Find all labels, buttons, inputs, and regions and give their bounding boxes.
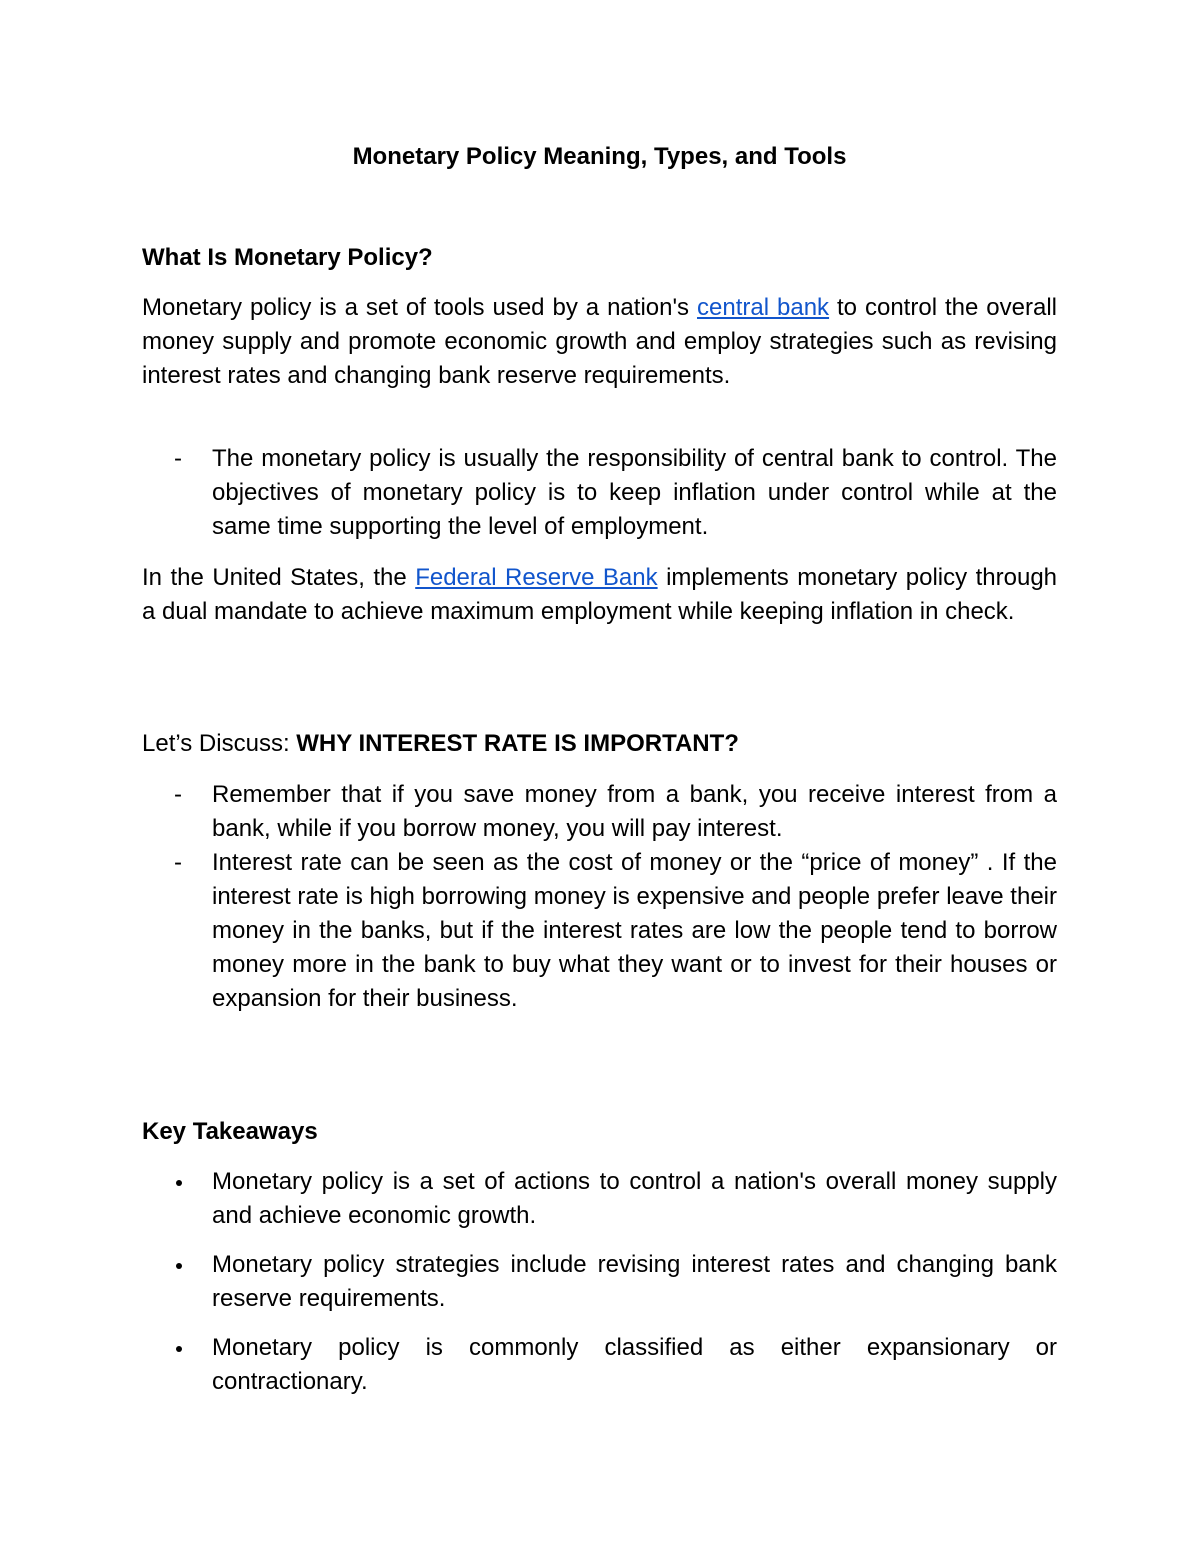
discuss-heading: WHY INTEREST RATE IS IMPORTANT? [296, 730, 739, 757]
dash-list-responsibility [142, 442, 1057, 544]
list-item-text: Monetary policy is a set of actions to control a nation's overall money supply and achieve economic growth. [212, 1168, 1057, 1229]
document-title: Monetary Policy Meaning, Types, and Tools [352, 143, 847, 170]
section-heading-lets-discuss [142, 727, 1057, 761]
list-item [142, 778, 1057, 846]
dash-list-interest-rate [142, 778, 1057, 1016]
list-item-text: Monetary policy is commonly classified as either expansionary or contractionary. [212, 1334, 1057, 1395]
list-item [142, 1165, 1057, 1233]
list-item-text: The monetary policy is usually the responsibility of central bank to control. The objectives of monetary policy is to keep inflation under control while at the same time supporting the level of employment. [212, 445, 1057, 540]
list-item [142, 442, 1057, 544]
paragraph-text: Monetary policy is a set of tools used by a nation's [142, 294, 698, 321]
list-item-text: Monetary policy strategies include revising interest rates and changing bank reserve requirements. [212, 1251, 1057, 1312]
dash-marker: - [174, 445, 182, 472]
list-item [142, 1248, 1057, 1316]
federal-reserve-bank-link[interactable]: Federal Reserve Bank [415, 564, 658, 591]
bullet-dot-icon [176, 1346, 182, 1352]
paragraph-text: implements monetary policy through a dual mandate to achieve maximum employment while keeping inflation in check. [142, 564, 1058, 625]
paragraph-united-states [142, 561, 1057, 629]
list-item [142, 1331, 1057, 1399]
bullet-list-key-takeaways [142, 1165, 1057, 1399]
list-item [142, 846, 1057, 1016]
section-heading-what-is-monetary-policy: What Is Monetary Policy? [142, 244, 433, 271]
paragraph-monetary-policy-definition [142, 291, 1057, 393]
bullet-dot-icon [176, 1180, 182, 1186]
central-bank-link[interactable]: central bank [697, 294, 830, 321]
dash-marker: - [174, 849, 182, 876]
section-heading-key-takeaways: Key Takeaways [142, 1118, 318, 1145]
discuss-prefix: Let’s Discuss: [142, 730, 297, 757]
dash-marker: - [174, 781, 182, 808]
list-item-text: Interest rate can be seen as the cost of money or the “price of money” . If the interest rate is high borrowing money is expensive and people prefer leave their money in the banks, but if the interest rates are low the people tend to borrow money more in the bank to buy what they want or to invest for their houses or expansion for their business. [212, 849, 1057, 1012]
list-item-text: Remember that if you save money from a bank, you receive interest from a bank, while if you borrow money, you will pay interest. [212, 781, 1057, 842]
bullet-dot-icon [176, 1263, 182, 1269]
paragraph-text: In the United States, the [142, 564, 416, 591]
paragraph-text: to control the overall money supply and promote economic growth and employ strategies such as revising interest rates and changing bank reserve requirements. [142, 294, 1057, 389]
